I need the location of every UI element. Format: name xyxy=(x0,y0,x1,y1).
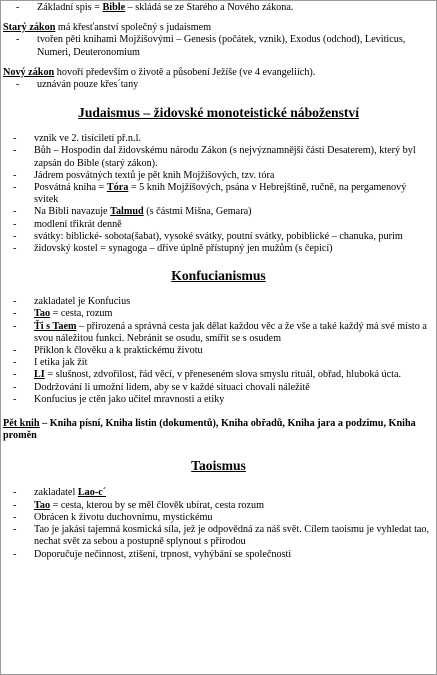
five-books-paragraph: Pět knih – Kniha písní, Kniha listin (dokumentů), Kniha obřadů, Kniha jara a podzimu, Kniha proměn xyxy=(3,418,416,442)
list-item: - svátky: biblické- sobota(šabat), vysoké svátky, poutní svátky, pobiblické – chanuka, purim xyxy=(1,231,436,243)
new-testament-list xyxy=(1,79,436,91)
term-bible: Bible xyxy=(102,2,126,13)
term-ti-s-taem: Ťi s Taem xyxy=(34,320,77,332)
term-new-testament: Nový zákon xyxy=(3,66,55,78)
list-item: - uznáván pouze křes´tany xyxy=(1,79,436,91)
old-testament-paragraph: Starý zákon má křesťanství společný s judaismem xyxy=(3,22,212,34)
list-item: - Na Bibli navazuje Talmud (s částmi Mišna, Gemara) xyxy=(1,206,436,218)
section-heading-judaism: Judaismus – židovské monoteistické náboženství xyxy=(78,105,359,121)
term-tao: Tao xyxy=(34,499,51,511)
term-li: LI xyxy=(34,369,45,381)
term-lao-c: Lao-c´ xyxy=(77,487,107,499)
list-item: - Bůh – Hospodin dal židovskému národu Zákon (s nejvýznamnější částí Desaterem), který byl zapsán do Bible (starý zákon). xyxy=(1,145,436,169)
list-item: - vznik ve 2. tisíciletí př.n.l. xyxy=(1,133,436,145)
list-item: - židovský kostel = synagoga – dříve úplně přístupný jen mužům (s čepicí) xyxy=(1,243,436,255)
list-item: - zakladatel je Konfucius xyxy=(1,296,436,308)
term-tao: Tao xyxy=(34,308,51,320)
list-item: - Tao = cesta, kterou by se měl člověk ubírat, cesta rozum xyxy=(1,500,436,512)
taoism-list xyxy=(1,487,436,560)
list-item: - Obrácen k životu duchovnímu, mystickému xyxy=(1,512,436,524)
list-item: - Základní spis = Bible – skládá se ze Starého a Nového zákona. xyxy=(1,2,436,14)
document-content xyxy=(1,1,436,561)
term-tora: Tóra xyxy=(106,182,129,194)
list-item: - Posvátná kniha = Tóra = 5 knih Mojžíšových, psána v Hebrejštině, ručně, na pergamenový svitek xyxy=(1,182,436,206)
section-heading-confucianism: Konfucianismus xyxy=(171,268,266,284)
list-item: - Doporučuje nečinnost, ztišení, trpnost, vyhýbání se společnosti xyxy=(1,549,436,561)
list-item: - Tao = cesta, rozum xyxy=(1,308,436,320)
list-item: - Jádrem posvátných textů je pět knih Mojžíšových, tzv. tóra xyxy=(1,170,436,182)
judaism-list xyxy=(1,133,436,255)
term-old-testament: Starý zákon xyxy=(3,22,56,34)
list-item: - Dodržování li umožní lidem, aby se v každé situaci chovali náležitě xyxy=(1,382,436,394)
list-item: - Příklon k člověku a k praktickému životu xyxy=(1,345,436,357)
old-testament-list xyxy=(1,34,436,58)
term-five-books: Pět knih xyxy=(3,418,40,430)
list-item: - LI = slušnost, zdvořilost, řád věcí, v přeneseném slova smyslu rituál, obřad, hluboká úcta. xyxy=(1,369,436,381)
list-item: - modlení třikrát denně xyxy=(1,219,436,231)
list-item: - tvořen pěti knihami Mojžíšovými – Genesis (počátek, vznik), Exodus (odchod), Leviticus, Numeri, Deuteronomium xyxy=(1,34,436,58)
list-item: - zakladatel Lao-c´ xyxy=(1,487,436,499)
new-testament-paragraph: Nový zákon hovoří především o životě a působení Ježíše (ve 4 evangeliích). xyxy=(3,66,316,78)
section-heading-taoism: Taoismus xyxy=(191,458,246,474)
intro-list xyxy=(1,2,436,14)
list-item: - Tao je jakási tajemná kosmická síla, jež je odpovědná za náš svět. Cílem taoismu je vyhledat tao, nechat svět za sebou a postupně splynout s přírodou xyxy=(1,524,436,548)
list-item: - I etika jak žít xyxy=(1,357,436,369)
confucianism-list xyxy=(1,296,436,406)
list-item: - Konfucius je ctěn jako učitel mravnosti a etiky xyxy=(1,394,436,406)
term-talmud: Talmud xyxy=(110,206,144,218)
list-item: - Ťi s Taem – přirozená a správná cesta jak dělat každou věc a že vše a také každý má své místo a svou náležitou funkci. Nebránit se osudu, smířit se s osudem xyxy=(1,321,436,345)
